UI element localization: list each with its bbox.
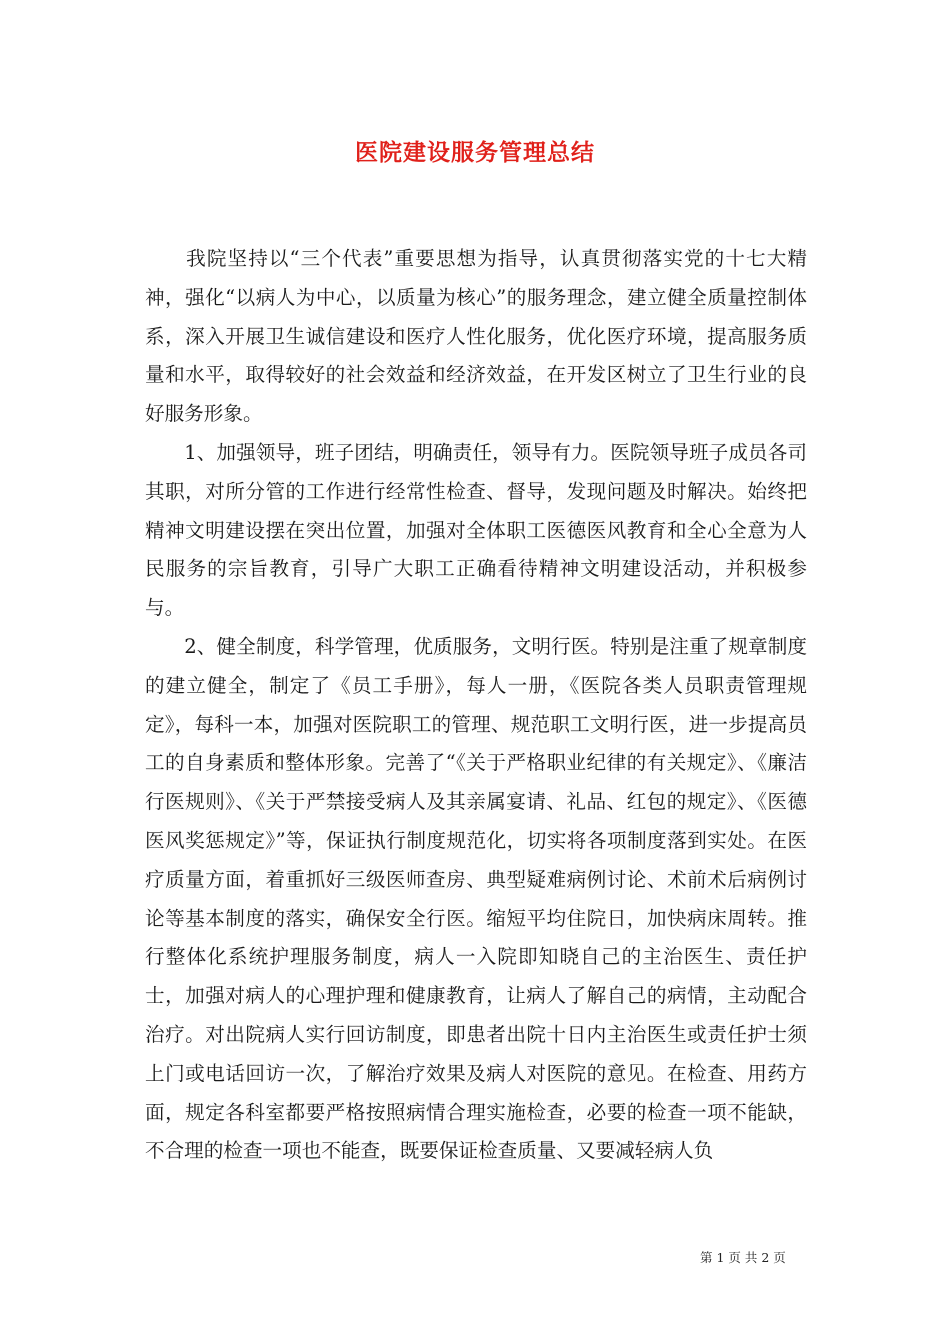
paragraph-systems: 2、健全制度，科学管理，优质服务，文明行医。特别是注重了规章制度的建立健全，制定了《员工手册》，每人一册，《医院各类人员职责管理规定》，每科一本，加强对医院职工的管理、规范职工文明行医，进一步提高员工的自身素质和整体形象。完善了“《关于严格职业纪律的有关规定》、《廉洁行医规则》、《关于严禁接受病人及其亲属宴请、礼品、红包的规定》、《医德医风奖惩规定》”等，保证执行制度规范化，切实将各项制度落到实处。在医疗质量方面，着重抓好三级医师查房、典型疑难病例讨论、术前术后病例讨论等基本制度的落实，确保安全行医。缩短平均住院日，加快病床周转。推行整体化系统护理服务制度，病人一入院即知晓自己的主治医生、责任护士，加强对病人的心理护理和健康教育，让病人了解自己的病情，主动配合治疗。对出院病人实行回访制度，即患者出院十日内主治医生或责任护士须上门或电话回访一次，了解治疗效果及病人对医院的意见。在检查、用药方面，规定各科室都要严格按照病情合理实施检查，必要的检查一项不能缺，不合理的检查一项也不能查，既要保证检查质量、又要减轻病人负 bbox=[145, 634, 807, 1163]
document-body bbox=[145, 240, 807, 1171]
document-title: 医院建设服务管理总结 bbox=[355, 139, 595, 166]
paragraph-intro: 我院坚持以“三个代表”重要思想为指导，认真贯彻落实党的十七大精神，强化“以病人为中心，以质量为核心”的服务理念，建立健全质量控制体系，深入开展卫生诚信建设和医疗人性化服务，优化医疗环境，提高服务质量和水平，取得较好的社会效益和经济效益，在开发区树立了卫生行业的良好服务形象。 bbox=[145, 247, 807, 426]
page-footer: 第 1 页 共 2 页 bbox=[700, 1250, 786, 1265]
paragraph-leadership: 1、加强领导，班子团结，明确责任，领导有力。医院领导班子成员各司其职，对所分管的工作进行经常性检查、督导，发现问题及时解决。始终把精神文明建设摆在突出位置，加强对全体职工医德医风教育和全心全意为人民服务的宗旨教育，引导广大职工正确看待精神文明建设活动，并积极参与。 bbox=[145, 440, 807, 620]
